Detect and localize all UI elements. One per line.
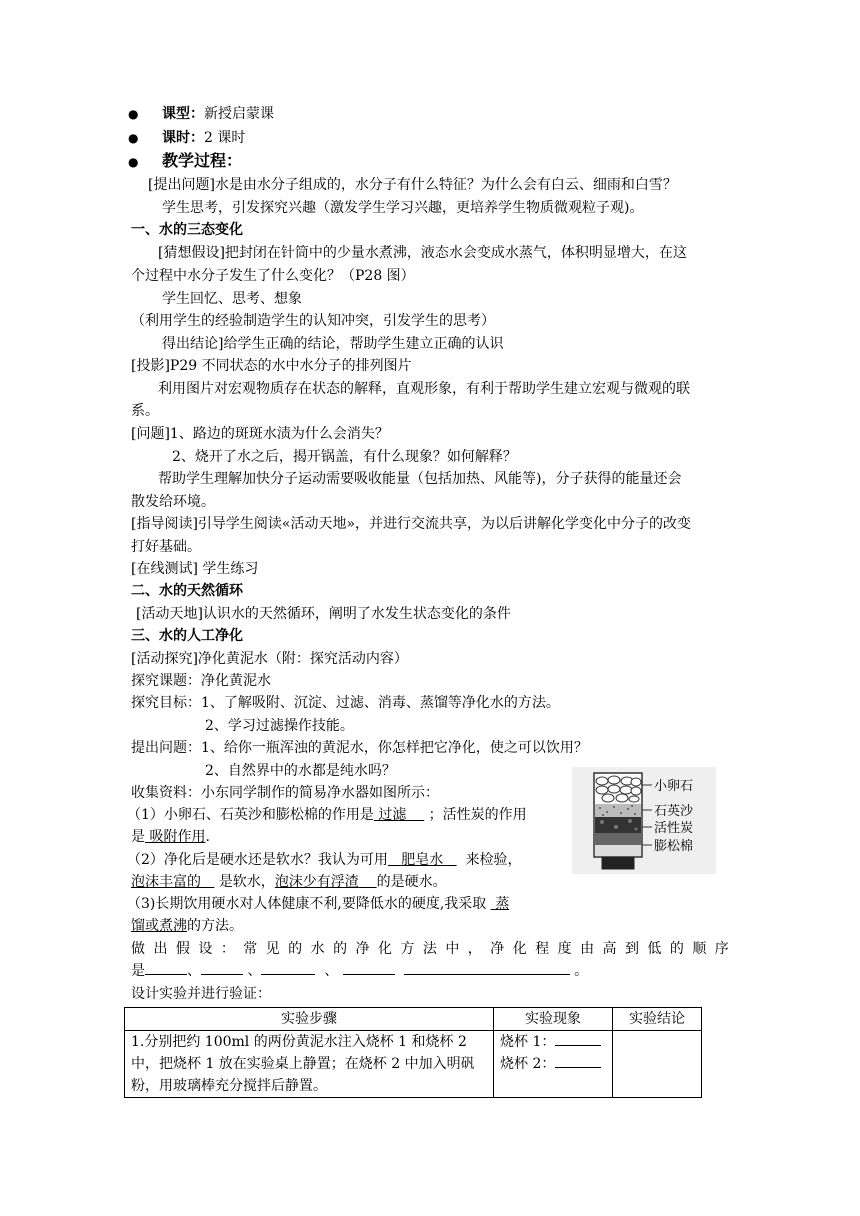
course-hours: 课时：2 课时: [162, 130, 246, 146]
blank-5[interactable]: [404, 960, 570, 975]
goal-line-2: 2、学习过滤操作技能。: [205, 718, 354, 734]
section2-title: 二、水的天然循环: [131, 583, 243, 599]
answer-filter: 过滤: [378, 807, 407, 823]
section1-title: 一、水的三态变化: [131, 222, 243, 238]
blank-3[interactable]: [261, 960, 315, 975]
justified-text: 做 出 假 设 ： 常 见 的 水 的 净 化 方 法 中 ， 净 化 程 度 由 高 到 低 的 顺 序: [131, 941, 729, 957]
paragraph-3-line-1: （3)长期饮用硬水对人体健康不利,要降低水的硬度,我采取 蒸: [127, 896, 510, 912]
bullet-icon: ●: [128, 131, 139, 145]
bullet-icon: ●: [128, 155, 139, 169]
phenomena-cell: [494, 1031, 613, 1098]
step-1-cell: 1.分别把约 100ml 的两份黄泥水注入烧杯 1 和烧杯 2 中，把烧杯 1 放在实验桌上静置；在烧杯 2 中加入明矾粉，用玻璃棒充分搅拌后静置。: [125, 1031, 494, 1098]
ask-line-2: 2、自然界中的水都是纯水吗？: [205, 763, 396, 779]
online-test-line: [在线测试] 学生练习: [131, 561, 259, 577]
label-cotton: 膨松棉: [654, 839, 694, 854]
ask-line-1: 提出问题：1、给你一瓶浑浊的黄泥水，你怎样把它净化，使之可以饮用？: [131, 740, 588, 756]
header-conclusion: 实验结论: [613, 1008, 702, 1031]
answer-rich-foam: 泡沫丰富的: [131, 874, 201, 890]
collect-line: 收集资料：小东同学制作的简易净水器如图所示：: [131, 785, 439, 801]
paragraph-3-line-2: 馏或煮沸的方法。: [131, 918, 243, 934]
answer-less-foam: 泡沫少有浮渣: [274, 874, 359, 890]
answer-soap-water: 肥皂水: [401, 852, 444, 868]
header-phenomena: 实验现象: [494, 1008, 613, 1031]
paragraph-1-line-1: （1）小卵石、石英沙和膨松棉的作用是 过滤 ；活性炭的作用: [127, 807, 527, 823]
table-header-row: [125, 1008, 702, 1031]
experiment-table: [124, 1007, 702, 1098]
conclusion-line: 得出结论]给学生正确的结论，帮助学生建立正确的认识: [162, 336, 504, 352]
answer-adsorption: 吸附作用: [149, 829, 206, 845]
label-quartz-sand: 石英沙: [654, 804, 694, 819]
bullet-icon: ●: [128, 107, 139, 121]
reading-line-2: 打好基础。: [131, 539, 201, 555]
design-line: 设计实验并进行验证：: [131, 986, 271, 1002]
activity-line: [活动天地]认识水的天然循环，阐明了水发生状态变化的条件: [136, 606, 511, 622]
intro-question: [提出问题]水是由水分子组成的，水分子有什么特征？为什么会有白云、细雨和白雪？: [148, 177, 677, 193]
beaker-2-blank[interactable]: [555, 1053, 601, 1068]
blank-1[interactable]: [145, 960, 187, 975]
beaker-1-blank[interactable]: [555, 1031, 601, 1046]
blank-4[interactable]: [343, 960, 395, 975]
table-row: [125, 1031, 702, 1098]
section3-title: 三、水的人工净化: [131, 628, 243, 644]
process-heading: 教学过程：: [162, 151, 243, 170]
recall-line: 学生回忆、思考、想象: [162, 291, 302, 307]
paragraph-2-line-1: （2）净化后是硬水还是软水？我认为可用 肥皂水 来检验，: [127, 852, 522, 868]
projection-line: [投影]P29 不同状态的水中水分子的排列图片: [131, 358, 412, 374]
question-1: [问题]1、路边的斑斑水渍为什么会消失？: [131, 426, 389, 442]
paragraph-1-line-2: 是 吸附作用.: [131, 829, 210, 845]
question-2: 2、烧开了水之后，揭开锅盖，有什么现象？如何解释？: [172, 449, 517, 465]
water-filter-figure: [572, 767, 716, 874]
paragraph-2-line-2: 泡沫丰富的 是软水，泡沫少有浮渣 的是硬水。: [131, 874, 447, 890]
goal-line-1: 探究目标：1、了解吸附、沉淀、过滤、消毒、蒸馏等净化水的方法。: [131, 695, 560, 711]
answer-distill-1: 蒸: [495, 896, 510, 912]
help-line-1: 帮助学生理解加快分子运动需要吸收能量（包括加热、风能等)，分子获得的能量还会: [158, 471, 682, 487]
beaker-1-line: 烧杯 1：: [500, 1031, 606, 1053]
hypothesis-line-2: 个过程中水分子发生了什么变化？（P28 图）: [131, 268, 415, 284]
note-line: （利用学生的经验制造学生的认知冲突，引发学生的思考）: [131, 313, 495, 329]
header-steps: 实验步骤: [125, 1008, 494, 1031]
conclusion-cell: [613, 1031, 702, 1098]
label-activated-carbon: 活性炭: [654, 821, 694, 836]
blank-2[interactable]: [201, 960, 243, 975]
hypothesis-purification-line-2: 是 、 、 、 。: [131, 960, 588, 982]
answer-distill-2: 馏或煮沸: [131, 918, 187, 934]
hypothesis-line-1: [猜想假设]把封闭在针筒中的少量水煮沸，液态水会变成水蒸气，体积明显增大，在这: [158, 245, 687, 261]
explain-line-2: 系。: [131, 403, 159, 419]
course-type: 课型：新授启蒙课: [162, 106, 274, 122]
hypothesis-purification-line-1: [131, 938, 729, 960]
beaker-2-line: 烧杯 2：: [500, 1053, 606, 1075]
help-line-2: 散发给环境。: [131, 494, 215, 510]
explore-line: [活动探究]净化黄泥水（附：探究活动内容）: [131, 651, 408, 667]
label-pebble: 小卵石: [654, 779, 694, 794]
intro-think: 学生思考，引发探究兴趣（激发学生学习兴趣，更培养学生物质微观粒子观)。: [162, 200, 644, 216]
explain-line-1: 利用图片对宏观物质存在状态的解释，直观形象，有利于帮助学生建立宏观与微观的联: [158, 381, 690, 397]
reading-line-1: [指导阅读]引导学生阅读«活动天地»，并进行交流共享，为以后讲解化学变化中分子的改变: [131, 516, 692, 532]
topic-line: 探究课题：净化黄泥水: [131, 673, 271, 689]
filter-diagram: [572, 767, 716, 874]
